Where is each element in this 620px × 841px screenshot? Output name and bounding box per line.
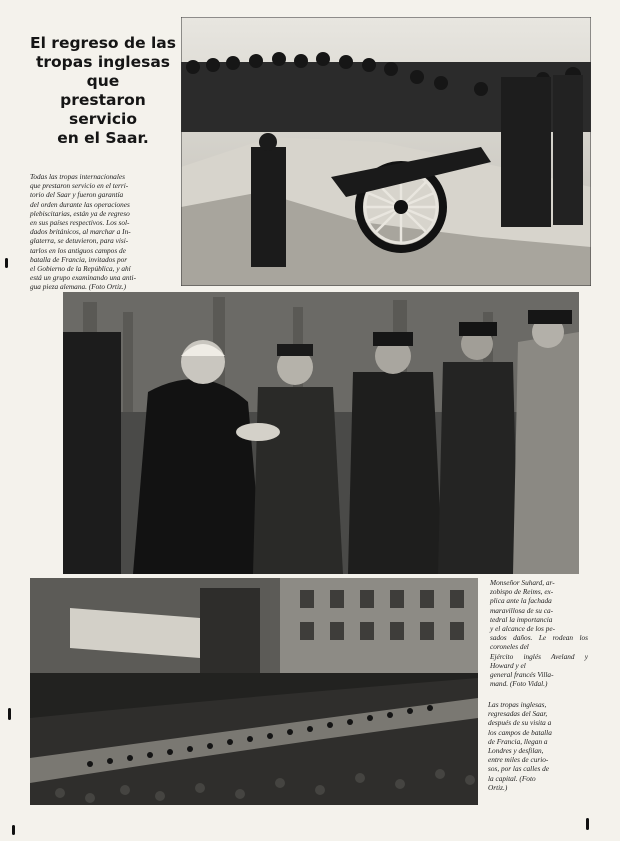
photo-soldiers-field-gun [181, 17, 591, 286]
print-mark [5, 258, 8, 268]
caption-top: Todas las tropas internacionales que prestaron servicio en el terri- torio del Saar y fueron garantía del orden durante las operaciones plebiscitarias, están ya de regreso en sus países respectivos. Los sol- dados británicos, al marchar a In- glaterra, se detuvieron, para visi- tarlos en los antiguos campos de batalla de Francia, invitados por el Gobierno de la República, y ahí está un grupo examinando una anti- gua pieza alemana. (Foto Ortiz.) [30, 172, 136, 292]
photo-parade-london-image [30, 578, 478, 805]
photo-soldiers-field-gun-image [181, 17, 591, 286]
caption-bottom: Las tropas inglesas, regresadas del Saar, después de su visita a los campos de batalla de Francia, llegan a Londres y desfilan, entre miles de curio- sos, por las calles de la capital. (Foto Ortiz.) [488, 700, 552, 792]
caption-middle: Monseñor Suhard, ar- zobispo de Reims, ex- plica ante la fachada maravillosa de su ca- tedral la importancia y el alcance de los pe- sados daños. Le rodean los coroneles del Ejército inglés Aveland y Howard y el general francés Villa- mand. (Foto Vidal.) [490, 578, 588, 689]
headline: El regreso de las tropas inglesas que prestaron servicio en el Saar. [30, 34, 176, 147]
print-mark [12, 825, 15, 835]
photo-archbishop-officers-image [63, 292, 579, 574]
photo-archbishop-officers [63, 292, 579, 574]
print-mark [586, 818, 589, 830]
photo-parade-london [30, 578, 478, 805]
print-mark [8, 708, 11, 720]
